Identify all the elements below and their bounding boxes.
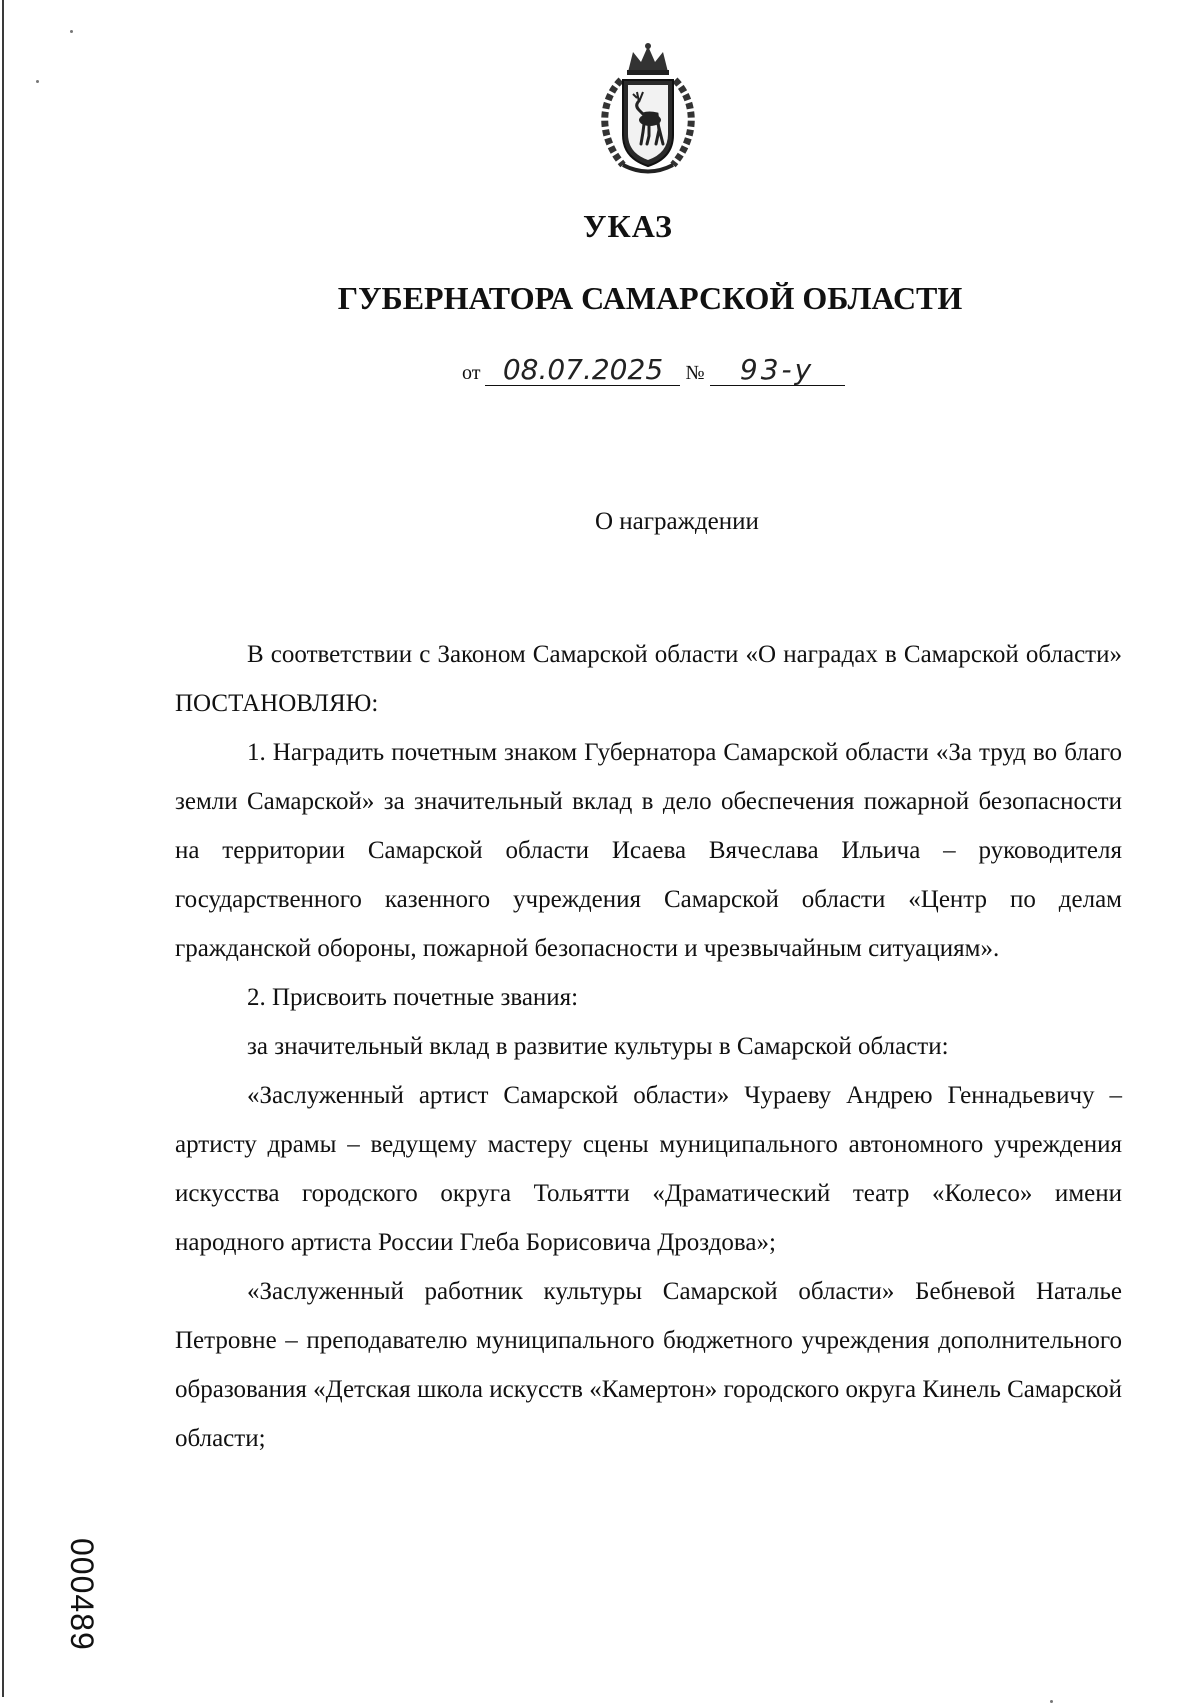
coat-of-arms-icon (583, 40, 713, 180)
preamble-paragraph: В соответствии с Законом Самарской области «О наградах в Самарской области» ПОСТАНОВЛЯЮ: (175, 641, 1122, 717)
page-left-edge (2, 0, 4, 1697)
clause-1-paragraph: 1. Наградить почетным знаком Губернатора Самарской области «За труд во благо земли Самарской» за значительный вклад в дело обеспечения пожарной безопасности на территории Самарской области Исаева Вячеслава Ильича – руководителя государственного казенного учреждения Самарской области «Центр по делам гражданской обороны, пожарной безопасности и чрезвычайным ситуациям». (175, 739, 1122, 962)
date-prefix: от (462, 362, 481, 384)
document-subtitle: ГУБЕРНАТОРА САМАРСКОЙ ОБЛАСТИ (337, 280, 963, 316)
culture-contribution-paragraph: за значительный вклад в развитие культуры в Самарской области: (247, 1033, 949, 1060)
document-title: УКАЗ (583, 208, 673, 244)
document-body (175, 630, 1122, 1463)
scan-speck (70, 30, 73, 33)
honored-artist-paragraph: «Заслуженный артист Самарской области» Чураеву Андрею Геннадьевичу – артисту драмы – ведущему мастеру сцены муниципального автономного учреждения искусства городского округа Тольятти «Драматический театр «Колесо» имени народного артиста России Глеба Борисовича Дроздова»; (175, 1082, 1122, 1256)
handwritten-date: 08.07.2025 (485, 355, 680, 386)
date-number-line (462, 355, 845, 386)
scan-speck (36, 80, 39, 83)
number-prefix: № (685, 362, 705, 384)
handwritten-number: 93-у (710, 355, 845, 386)
clause-2-paragraph: 2. Присвоить почетные звания: (247, 984, 579, 1011)
document-subject: О награждении (595, 508, 759, 535)
serial-number: 000489 (64, 1538, 100, 1651)
honored-culture-worker-paragraph: «Заслуженный работник культуры Самарской области» Бебневой Наталье Петровне – преподавателю муниципального бюджетного учреждения дополнительного образования «Детская школа искусств «Камертон» городского округа Кинель Самарской области; (175, 1278, 1122, 1452)
